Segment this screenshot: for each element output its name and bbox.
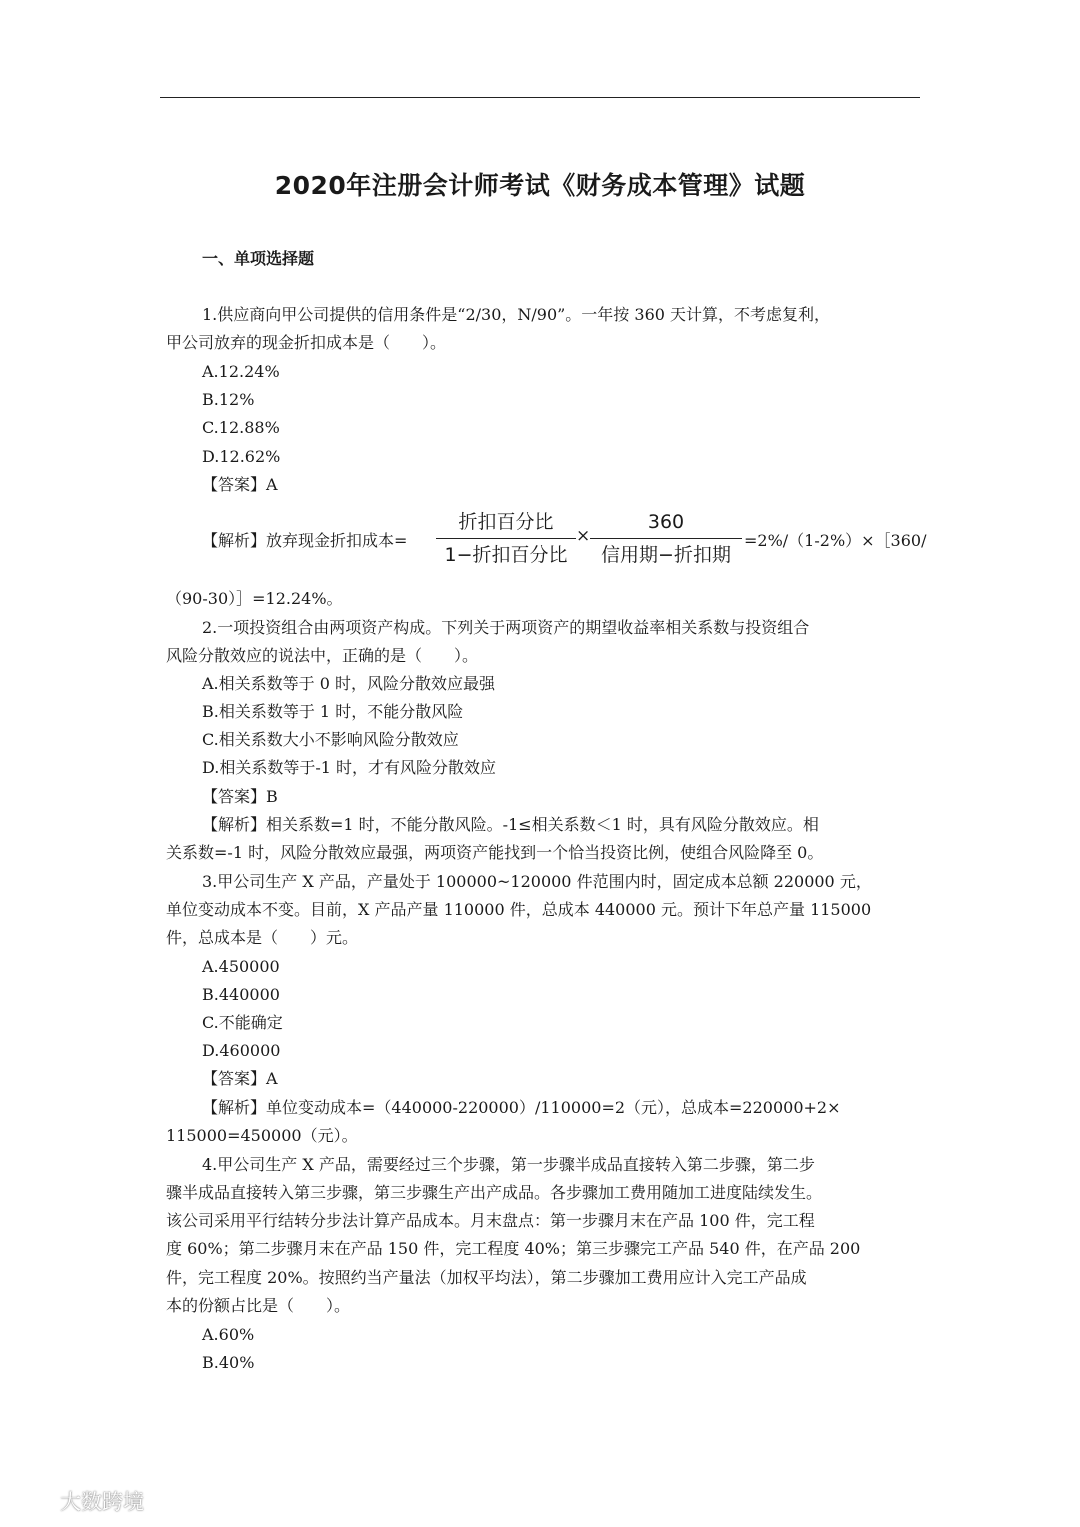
- q1-formula: [166, 508, 926, 572]
- q3-stem-line2: 单位变动成本不变。目前，X 产品产量 110000 件，总成本 440000 元。预计下年总产量 115000: [166, 900, 872, 919]
- q2-analysis-line2: 关系数=-1 时，风险分散效应最强，两项资产能找到一个恰当投资比例，使组合风险降至 0。: [166, 843, 824, 862]
- q3-stem-line1: 3.甲公司生产 X 产品，产量处于 100000~120000 件范围内时，固定成本总额 220000 元，: [202, 872, 872, 891]
- q2-stem-line2: 风险分散效应的说法中，正确的是（ ）。: [166, 646, 479, 665]
- q2-answer: 【答案】B: [202, 787, 278, 806]
- brand-logo-icon: [10, 1488, 56, 1514]
- q2-analysis-line1: 【解析】相关系数=1 时，不能分散风险。-1≤相关系数＜1 时，具有风险分散效应。相: [202, 815, 819, 834]
- q1-stem-line2: 甲公司放弃的现金折扣成本是（ ）。: [166, 333, 447, 352]
- fraction-numerator: 360: [647, 511, 685, 533]
- section-heading: 一、单项选择题: [202, 249, 315, 268]
- header-rule: [160, 97, 920, 98]
- q4-stem-line5: 件，完工程度 20%。按照约当产量法（加权平均法），第二步骤加工费用应计入完工产品成: [166, 1268, 807, 1287]
- q4-option-a: A.60%: [202, 1325, 255, 1344]
- fraction-numerator: 折扣百分比: [458, 511, 554, 533]
- fraction-denominator: 信用期−折扣期: [601, 544, 731, 566]
- q3-option-b: B.440000: [202, 985, 280, 1004]
- fraction-bar: [590, 538, 742, 539]
- footer-brand: [10, 1486, 144, 1516]
- q4-stem-line4: 度 60%；第二步骤月末在产品 150 件，完工程度 40%；第三步骤完工产品 540 件，在产品 200: [166, 1239, 861, 1258]
- q4-option-b: B.40%: [202, 1353, 255, 1372]
- q1-analysis-suffix: =2%/（1-2%）×［360/: [744, 531, 927, 550]
- footer-brand-name: 大数跨境: [60, 1490, 144, 1514]
- q3-option-a: A.450000: [202, 957, 280, 976]
- q2-option-c: C.相关系数大小不影响风险分散效应: [202, 730, 459, 749]
- q1-option-d: D.12.62%: [202, 447, 281, 466]
- q3-option-c: C.不能确定: [202, 1013, 283, 1032]
- q1-option-c: C.12.88%: [202, 418, 280, 437]
- q3-stem-line3: 件，总成本是（ ）元。: [166, 928, 359, 947]
- q2-option-b: B.相关系数等于 1 时，不能分散风险: [202, 702, 464, 721]
- q4-stem-line3: 该公司采用平行结转分步法计算产品成本。月末盘点：第一步骤月末在产品 100 件，完工程: [166, 1211, 815, 1230]
- q2-option-d: D.相关系数等于-1 时，才有风险分散效应: [202, 758, 497, 777]
- q1-stem-line1: 1.供应商向甲公司提供的信用条件是“2/30，N/90”。一年按 360 天计算，不考虑复利，: [202, 305, 831, 324]
- q3-analysis-line1: 【解析】单位变动成本=（440000-220000）/110000=2（元），总成本=220000+2×: [202, 1098, 841, 1117]
- q3-analysis-line2: 115000=450000（元）。: [166, 1126, 358, 1145]
- q1-analysis-prefix: 【解析】放弃现金折扣成本=: [202, 531, 408, 550]
- multiply-sign: ×: [576, 526, 591, 546]
- fraction-days: [590, 508, 742, 569]
- q1-analysis-line2: （90-30）］=12.24%。: [166, 589, 343, 608]
- q3-answer: 【答案】A: [202, 1069, 278, 1088]
- q4-stem-line2: 骤半成品直接转入第三步骤，第三步骤生产出产成品。各步骤加工费用随加工进度陆续发生。: [166, 1183, 823, 1202]
- q2-stem-line1: 2.一项投资组合由两项资产构成。下列关于两项资产的期望收益率相关系数与投资组合: [202, 618, 810, 637]
- q4-stem-line6: 本的份额占比是（ ）。: [166, 1296, 351, 1315]
- q1-option-a: A.12.24%: [202, 362, 280, 381]
- document-title: 2020年注册会计师考试《财务成本管理》试题: [274, 171, 806, 200]
- fraction-denominator: 1−折扣百分比: [444, 544, 568, 566]
- q4-stem-line1: 4.甲公司生产 X 产品，需要经过三个步骤，第一步骤半成品直接转入第二步骤，第二步: [202, 1155, 815, 1174]
- fraction-bar: [436, 538, 576, 539]
- q1-answer: 【答案】A: [202, 475, 278, 494]
- q2-option-a: A.相关系数等于 0 时，风险分散效应最强: [202, 674, 495, 693]
- fraction-discount: [436, 508, 576, 569]
- q1-option-b: B.12%: [202, 390, 255, 409]
- q3-option-d: D.460000: [202, 1041, 281, 1060]
